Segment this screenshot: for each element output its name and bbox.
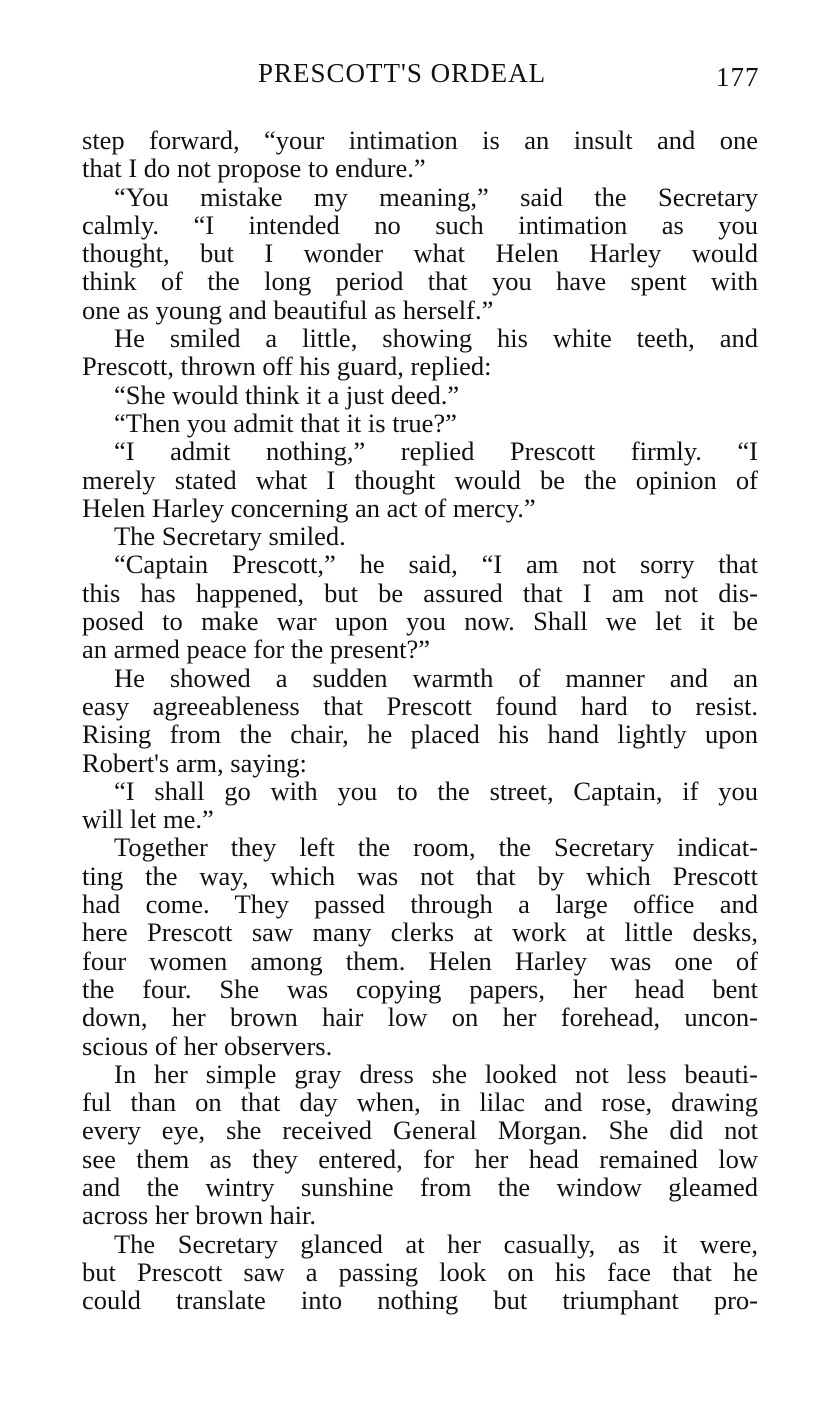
- text-line: see them as they entered, for her head remained low: [82, 1143, 758, 1174]
- paragraph: [82, 409, 758, 437]
- text-line: Rising from the chair, he placed his hand lightly upon: [82, 719, 758, 750]
- paragraph: [82, 833, 758, 1059]
- text-line: Helen Harley concerning an act of mercy.”: [82, 492, 536, 523]
- text-line: “I admit nothing,” replied Prescott firmly. “I: [114, 436, 758, 467]
- text-line: one as young and beautiful as herself.”: [82, 294, 494, 325]
- text-line: “Then you admit that it is true?”: [114, 407, 457, 438]
- text-line: “She would think it a just deed.”: [114, 379, 460, 410]
- text-line: Together they left the room, the Secretary indicat-: [114, 832, 758, 863]
- text-line: that I do not propose to endure.”: [82, 153, 426, 184]
- text-line: an armed peace for the present?”: [82, 634, 430, 665]
- text-line: The Secretary smiled.: [114, 521, 346, 552]
- text-line: and the wintry sunshine from the window gleamed: [82, 1171, 758, 1202]
- text-line: In her simple gray dress she looked not less beauti-: [114, 1058, 758, 1089]
- text-line: The Secretary glanced at her casually, as it were,: [114, 1228, 758, 1259]
- text-line: He smiled a little, showing his white teeth, and: [114, 323, 758, 354]
- text-line: thought, but I wonder what Helen Harley would: [82, 238, 758, 269]
- text-line: had come. They passed through a large office and: [82, 889, 758, 920]
- text-line: “Captain Prescott,” he said, “I am not sorry that: [114, 549, 758, 580]
- running-title: PRESCOTT'S ORDEAL: [258, 58, 547, 88]
- paragraph: [82, 664, 758, 777]
- text-line: the four. She was copying papers, her head bent: [82, 973, 758, 1004]
- text-line: four women among them. Helen Harley was one of: [82, 945, 758, 976]
- text-line: easy agreeableness that Prescott found hard to resist.: [82, 690, 758, 721]
- text-line: Prescott, thrown off his guard, replied:: [82, 351, 492, 382]
- paragraph: [82, 183, 758, 324]
- text-line: across her brown hair.: [82, 1200, 317, 1231]
- text-line: think of the long period that you have spent with: [82, 266, 758, 297]
- text-line: calmly. “I intended no such intimation as you: [82, 209, 758, 240]
- paragraph: [82, 550, 758, 663]
- paragraph: [82, 1230, 758, 1315]
- text-line: Robert's arm, saying:: [82, 747, 307, 778]
- text-line: step forward, “your intimation is an insult and one: [82, 125, 758, 155]
- text-line: every eye, she received General Morgan. She did not: [82, 1115, 758, 1146]
- paragraph: [82, 522, 758, 550]
- text-line: scious of her observers.: [82, 1030, 333, 1061]
- page-header: [0, 58, 830, 98]
- text-line: “You mistake my meaning,” said the Secretary: [114, 181, 758, 212]
- paragraph: [82, 126, 758, 183]
- text-line: ful than on that day when, in lilac and rose, drawing: [82, 1087, 758, 1118]
- page-number: 177: [716, 62, 760, 92]
- paragraph: [82, 1060, 758, 1230]
- paragraph: [82, 324, 758, 381]
- text-line: here Prescott saw many clerks at work at little desks,: [82, 917, 758, 948]
- text-line: down, her brown hair low on her forehead, uncon-: [82, 1002, 758, 1033]
- paragraph: [82, 437, 758, 522]
- paragraph: [82, 777, 758, 834]
- text-line: will let me.”: [82, 804, 214, 835]
- text-line: this has happened, but be assured that I am not dis-: [82, 577, 758, 608]
- text-line: ting the way, which was not that by which Prescott: [82, 860, 758, 891]
- text-line: but Prescott saw a passing look on his face that he: [82, 1256, 758, 1287]
- body-text: [82, 126, 758, 1314]
- text-line: merely stated what I thought would be the opinion of: [82, 464, 758, 495]
- paragraph: [82, 381, 758, 409]
- text-line: He showed a sudden warmth of manner and an: [114, 662, 758, 693]
- text-line: could translate into nothing but triumphant pro-: [82, 1285, 758, 1316]
- text-line: posed to make war upon you now. Shall we let it be: [82, 606, 758, 637]
- text-line: “I shall go with you to the street, Captain, if you: [114, 775, 758, 806]
